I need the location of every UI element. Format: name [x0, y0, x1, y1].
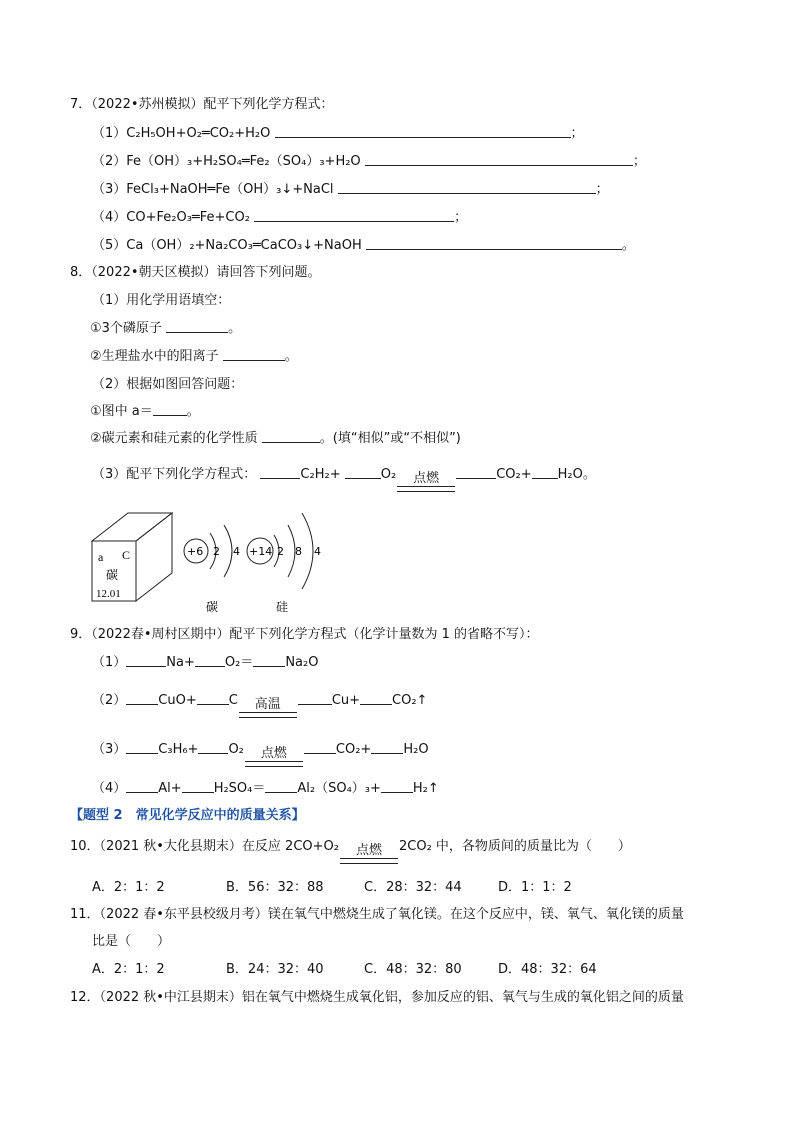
- silicon-atom-structure: [247, 513, 321, 614]
- q7-item-5-eq: Ca（OH）₂+Na₂CO₃═CaCO₃↓+NaOH: [126, 238, 362, 253]
- q9-item-4-part-2: H₂SO₄＝: [213, 781, 266, 796]
- q11-option-d[interactable]: D．48：32：64: [498, 962, 597, 977]
- q8-stem: 8．（2022•朝天区模拟）请回答下列问题。: [70, 265, 321, 280]
- answer-blank[interactable]: [197, 692, 229, 705]
- q12-stem: 12．（2022 秋•中江县期末）铝在氧气中燃烧生成氧化铝，参加反应的铝、氧气与生成的氧化铝之间的质量: [70, 990, 684, 1005]
- q11-stem-2: 比是（ ）: [92, 934, 171, 949]
- answer-blank[interactable]: [253, 654, 285, 667]
- q9-item-4-part-4: H₂↑: [412, 781, 439, 796]
- answer-blank[interactable]: [265, 780, 297, 793]
- answer-blank[interactable]: [275, 125, 571, 138]
- q7-item-5: [92, 237, 635, 255]
- q7-item-3-eq: FeCl₃+NaOH═Fe（OH）₃↓+NaCl: [126, 182, 334, 197]
- q7-item-1-eq: C₂H₅OH+O₂═CO₂+H₂O: [126, 126, 271, 141]
- condition-text: 高温: [254, 697, 281, 712]
- answer-blank[interactable]: [345, 466, 381, 479]
- cell-symbol: C: [122, 548, 131, 562]
- silicon-shell-2-count: 8: [295, 545, 302, 558]
- q8-sub2: （2）根据如图回答问题：: [92, 377, 244, 392]
- q7-item-1-end: ；: [570, 126, 584, 141]
- q7-item-4-label: （4）: [92, 210, 127, 225]
- q8-a2: ②生理盐水中的阳离子 。: [90, 349, 298, 364]
- reaction-condition: [397, 472, 455, 492]
- carbon-label: 碳: [206, 600, 219, 614]
- q9-item-3-part-1: C₃H₆+: [158, 742, 199, 757]
- condition-text: 点燃: [413, 471, 440, 486]
- q7-item-4: [92, 209, 467, 227]
- silicon-shell-3-count: 4: [314, 545, 321, 558]
- q9-item-1-part-3: Na₂O: [285, 655, 319, 670]
- q9-item-2-part-3: Cu+: [331, 693, 361, 708]
- q10-stem-a: 10．（2021 秋•大化县期末）在反应 2CO+O₂: [70, 839, 339, 854]
- answer-blank[interactable]: [381, 780, 413, 793]
- answer-blank[interactable]: [126, 654, 166, 667]
- q10-option-a[interactable]: A．2：1：2: [92, 880, 165, 895]
- q11-stem: 11．（2022 春•东平县校级月考）镁在氧气中燃烧生成了氧化镁。在这个反应中，镁、氧气、氧化镁的质量: [70, 907, 684, 922]
- q9-item-4: [92, 780, 439, 798]
- q7-item-5-label: （5）: [92, 238, 127, 253]
- q8-sub1: （1）用化学用语填空：: [92, 293, 231, 308]
- q9-item-2-part-2: C: [228, 693, 238, 708]
- q7-item-3: [92, 181, 609, 199]
- q8-sub3-text: （3）配平下列化学方程式：: [92, 467, 257, 482]
- q9-item-3-part-3: CO₂+: [335, 742, 372, 757]
- answer-blank[interactable]: [260, 466, 300, 479]
- reaction-condition: [239, 698, 297, 718]
- answer-blank[interactable]: [126, 692, 158, 705]
- answer-blank[interactable]: [365, 153, 633, 166]
- silicon-shell-3: [302, 513, 313, 589]
- q9-item-1-part-1: Na+: [166, 655, 195, 670]
- answer-blank[interactable]: [166, 320, 228, 333]
- q11-option-c[interactable]: C．48：32：80: [364, 962, 462, 977]
- q9-item-2: [92, 692, 427, 718]
- silicon-label: 硅: [276, 600, 289, 614]
- q8-eq-part-3: CO₂+: [496, 467, 532, 482]
- answer-blank[interactable]: [182, 780, 214, 793]
- equals-sign: [245, 761, 303, 767]
- q8-b2-text: ②碳元素和硅元素的化学性质: [90, 431, 258, 446]
- q9-item-3-part-2: O₂: [228, 742, 244, 757]
- cell-atomic-number: a: [98, 550, 104, 564]
- answer-blank[interactable]: [360, 692, 392, 705]
- q8-eq-part-4: H₂O。: [557, 467, 596, 482]
- q7-item-5-end: 。: [621, 238, 635, 253]
- cell-name: 碳: [106, 568, 119, 582]
- q7-item-1-label: （1）: [92, 126, 127, 141]
- cell-mass: 12.01: [96, 588, 121, 600]
- answer-blank[interactable]: [338, 181, 596, 194]
- q8-b2-tail: 。(填“相似”或“不相似”): [319, 431, 461, 446]
- q9-item-4-part-3: Al₂（SO₄）₃+: [297, 781, 381, 796]
- answer-blank[interactable]: [532, 466, 558, 479]
- q9-item-3-part-4: H₂O: [403, 742, 429, 757]
- answer-blank[interactable]: [153, 403, 187, 416]
- answer-blank[interactable]: [456, 466, 496, 479]
- answer-blank[interactable]: [195, 654, 225, 667]
- carbon-shell-2-count: 4: [233, 545, 240, 558]
- carbon-shell-1-count: 2: [213, 545, 220, 558]
- equals-sign: [397, 486, 455, 492]
- q9-item-4-part-1: Al+: [158, 781, 182, 796]
- silicon-shell-2: [288, 525, 295, 577]
- q10-option-b[interactable]: B．56：32：88: [226, 880, 324, 895]
- q7-item-2-eq: Fe（OH）₃+H₂SO₄═Fe₂（SO₄）₃+H₂O: [126, 154, 361, 169]
- q9-item-2-label: （2）: [92, 693, 127, 708]
- section-heading: 【题型 2 常见化学反应中的质量关系】: [70, 808, 305, 823]
- q9-item-2-part-4: CO₂↑: [392, 693, 428, 708]
- q7-item-2-label: （2）: [92, 154, 127, 169]
- answer-blank[interactable]: [298, 692, 332, 705]
- equals-sign: [340, 858, 398, 864]
- q8-sub3: [92, 466, 596, 492]
- q11-option-a[interactable]: A．2：1：2: [92, 962, 165, 977]
- q10-stem-b: 2CO₂ 中，各物质间的质量比为（ ）: [398, 839, 631, 854]
- q8-eq-part-2: O₂: [380, 467, 397, 482]
- q9-item-3: [92, 741, 429, 767]
- silicon-nucleus-charge: +14: [249, 545, 273, 558]
- q10-stem: [70, 838, 631, 864]
- answer-blank[interactable]: [262, 430, 320, 443]
- carbon-nucleus-charge: +6: [187, 545, 204, 558]
- answer-blank[interactable]: [366, 237, 622, 250]
- q9-item-2-part-1: CuO+: [158, 693, 197, 708]
- answer-blank[interactable]: [126, 780, 158, 793]
- answer-blank[interactable]: [371, 741, 403, 754]
- periodic-cell: [92, 513, 172, 601]
- q8-a2-text: ②生理盐水中的阳离子: [90, 349, 219, 364]
- q7-item-1: [92, 125, 584, 143]
- answer-blank[interactable]: [198, 741, 228, 754]
- carbon-shell-2: [224, 525, 232, 577]
- q7-item-3-label: （3）: [92, 182, 127, 197]
- q7-item-3-end: ；: [595, 182, 609, 197]
- q8-b1: ①图中 a＝ 。: [90, 404, 200, 419]
- q8-b1-text: ①图中 a＝: [90, 404, 153, 419]
- q9-item-1-part-2: O₂＝: [224, 655, 254, 670]
- q8-b2: [90, 430, 461, 448]
- q7-item-2-end: ；: [632, 154, 646, 169]
- element-diagram: [88, 505, 348, 615]
- carbon-atom-structure: [184, 525, 240, 614]
- q9-item-1: [92, 654, 318, 672]
- q10-option-d[interactable]: D．1：1：2: [498, 880, 572, 895]
- q8-a1-text: ①3个磷原子: [90, 321, 162, 336]
- q8-a1: ①3个磷原子 。: [90, 321, 242, 336]
- answer-blank[interactable]: [223, 348, 285, 361]
- answer-blank[interactable]: [304, 741, 336, 754]
- q7-stem: 7．（2022•苏州模拟）配平下列化学方程式：: [70, 97, 334, 112]
- answer-blank[interactable]: [254, 209, 454, 222]
- equals-sign: [239, 712, 297, 718]
- q11-option-b[interactable]: B．24：32：40: [226, 962, 324, 977]
- q9-item-1-label: （1）: [92, 655, 127, 670]
- condition-text: 点燃: [260, 746, 287, 761]
- q10-option-c[interactable]: C．28：32：44: [364, 880, 462, 895]
- q7-item-2: [92, 153, 646, 171]
- q9-item-3-label: （3）: [92, 742, 127, 757]
- silicon-shell-1-count: 2: [277, 545, 284, 558]
- q8-eq-part-1: C₂H₂+: [300, 467, 341, 482]
- q9-item-4-label: （4）: [92, 781, 127, 796]
- condition-text: 点燃: [355, 843, 382, 858]
- q7-item-4-eq: CO+Fe₂O₃═Fe+CO₂: [126, 210, 250, 225]
- answer-blank[interactable]: [126, 741, 158, 754]
- reaction-condition: [245, 747, 303, 767]
- reaction-condition: [340, 844, 398, 864]
- q9-stem: 9．（2022春•周村区期中）配平下列化学方程式（化学计量数为 1 的省略不写）：: [70, 627, 539, 642]
- q7-item-4-end: ；: [454, 210, 468, 225]
